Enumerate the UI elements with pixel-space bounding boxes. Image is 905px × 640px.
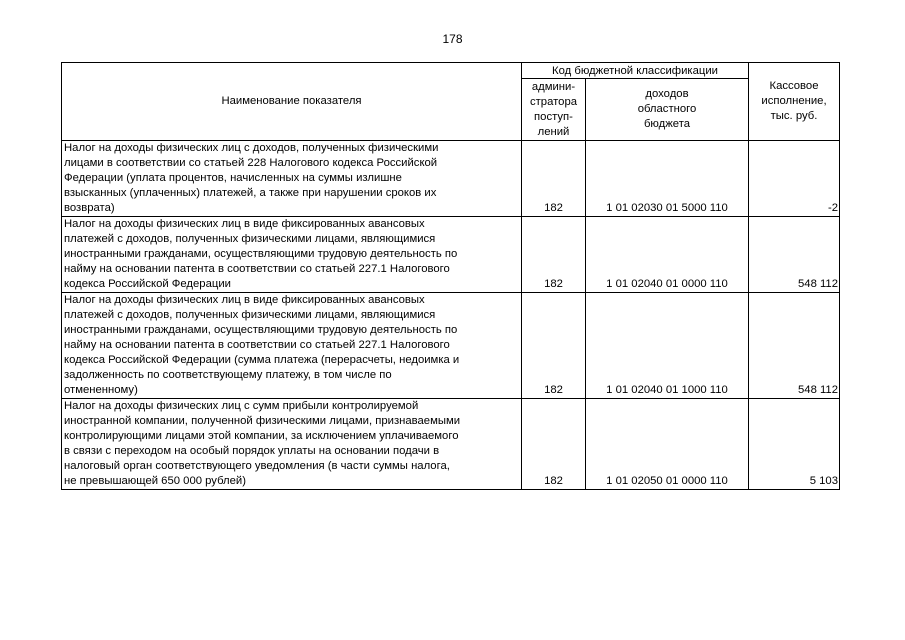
- table-row: [62, 293, 840, 399]
- row-amount: -2: [749, 141, 840, 217]
- row-name-line: кодекса Российской Федерации: [64, 278, 231, 290]
- header-admin-line: админи-: [531, 80, 576, 93]
- row-amount: 548 112: [749, 217, 840, 293]
- row-amount: 548 112: [749, 293, 840, 399]
- row-name-line: в связи с переходом на особый порядок уплаты на основании подачи в: [64, 445, 440, 457]
- row-admin-code: 182: [522, 399, 586, 490]
- row-name-line: Налог на доходы физических лиц с сумм прибыли контролируемой: [64, 400, 419, 412]
- header-admin-line: лений: [537, 125, 570, 138]
- header-admin-line: поступ-: [534, 110, 573, 123]
- row-name: [62, 141, 522, 217]
- header-cash-line: исполнение,: [761, 95, 827, 107]
- row-name-line: найму на основании патента в соответствии со статьей 227.1 Налогового: [64, 339, 450, 351]
- header-income-line: бюджета: [643, 118, 691, 130]
- row-income-code: 1 01 02030 01 5000 110: [586, 141, 749, 217]
- header-cash-line: тыс. руб.: [770, 110, 818, 122]
- header-cash-line: Кассовое: [769, 80, 819, 92]
- row-name-line: иностранными гражданами, осуществляющими трудовую деятельность по: [64, 324, 458, 336]
- row-name-line: лицами в соответствии со статьей 228 Налогового кодекса Российской: [64, 157, 438, 169]
- header-cash-column: [749, 63, 840, 141]
- row-name-line: Федерации (уплата процентов, начисленных на суммы излишне: [64, 172, 402, 184]
- row-amount: 5 103: [749, 399, 840, 490]
- row-name-line: Налог на доходы физических лиц в виде фиксированных авансовых: [64, 294, 425, 306]
- table-row: [62, 141, 840, 217]
- table-row: [62, 217, 840, 293]
- row-name-line: контролирующими лицами этой компании, за исключением уплачиваемого: [64, 430, 459, 442]
- header-code-group: Код бюджетной классификации: [522, 63, 749, 79]
- row-admin-code: 182: [522, 141, 586, 217]
- header-name-column: Наименование показателя: [62, 63, 522, 141]
- header-admin-line: стратора: [529, 95, 578, 108]
- row-name-line: платежей с доходов, полученных физическими лицами, являющимися: [64, 309, 436, 321]
- row-name-line: возврата): [64, 202, 115, 214]
- row-name: [62, 217, 522, 293]
- row-name-line: иностранными гражданами, осуществляющими трудовую деятельность по: [64, 248, 458, 260]
- row-name-line: не превышающей 650 000 рублей): [64, 475, 246, 487]
- row-name-line: иностранной компании, полученной физическими лицами, признаваемыми: [64, 415, 461, 427]
- row-name-line: платежей с доходов, полученных физическими лицами, являющимися: [64, 233, 436, 245]
- header-income-line: областного: [637, 103, 697, 115]
- row-name-line: Налог на доходы физических лиц с доходов, полученных физическими: [64, 142, 439, 154]
- row-name-line: отмененному): [64, 384, 138, 396]
- header-income-line: доходов: [645, 88, 689, 100]
- page-number: 178: [442, 32, 463, 46]
- header-income-column: [586, 79, 749, 141]
- row-name-line: налоговый орган соответствующего уведомления (в части суммы налога,: [64, 460, 450, 472]
- row-name-line: Налог на доходы физических лиц в виде фиксированных авансовых: [64, 218, 425, 230]
- budget-table: [61, 62, 840, 490]
- row-income-code: 1 01 02050 01 0000 110: [586, 399, 749, 490]
- header-admin-column: [522, 79, 586, 141]
- row-income-code: 1 01 02040 01 1000 110: [586, 293, 749, 399]
- row-income-code: 1 01 02040 01 0000 110: [586, 217, 749, 293]
- row-admin-code: 182: [522, 293, 586, 399]
- table-row: [62, 399, 840, 490]
- row-admin-code: 182: [522, 217, 586, 293]
- row-name: [62, 293, 522, 399]
- row-name-line: кодекса Российской Федерации (сумма платежа (перерасчеты, недоимка и: [64, 354, 460, 366]
- row-name: [62, 399, 522, 490]
- row-name-line: найму на основании патента в соответствии со статьей 227.1 Налогового: [64, 263, 450, 275]
- row-name-line: задолженность по соответствующему платежу, в том числе по: [64, 369, 392, 381]
- row-name-line: взысканных (уплаченных) платежей, а также при нарушении сроков их: [64, 187, 437, 199]
